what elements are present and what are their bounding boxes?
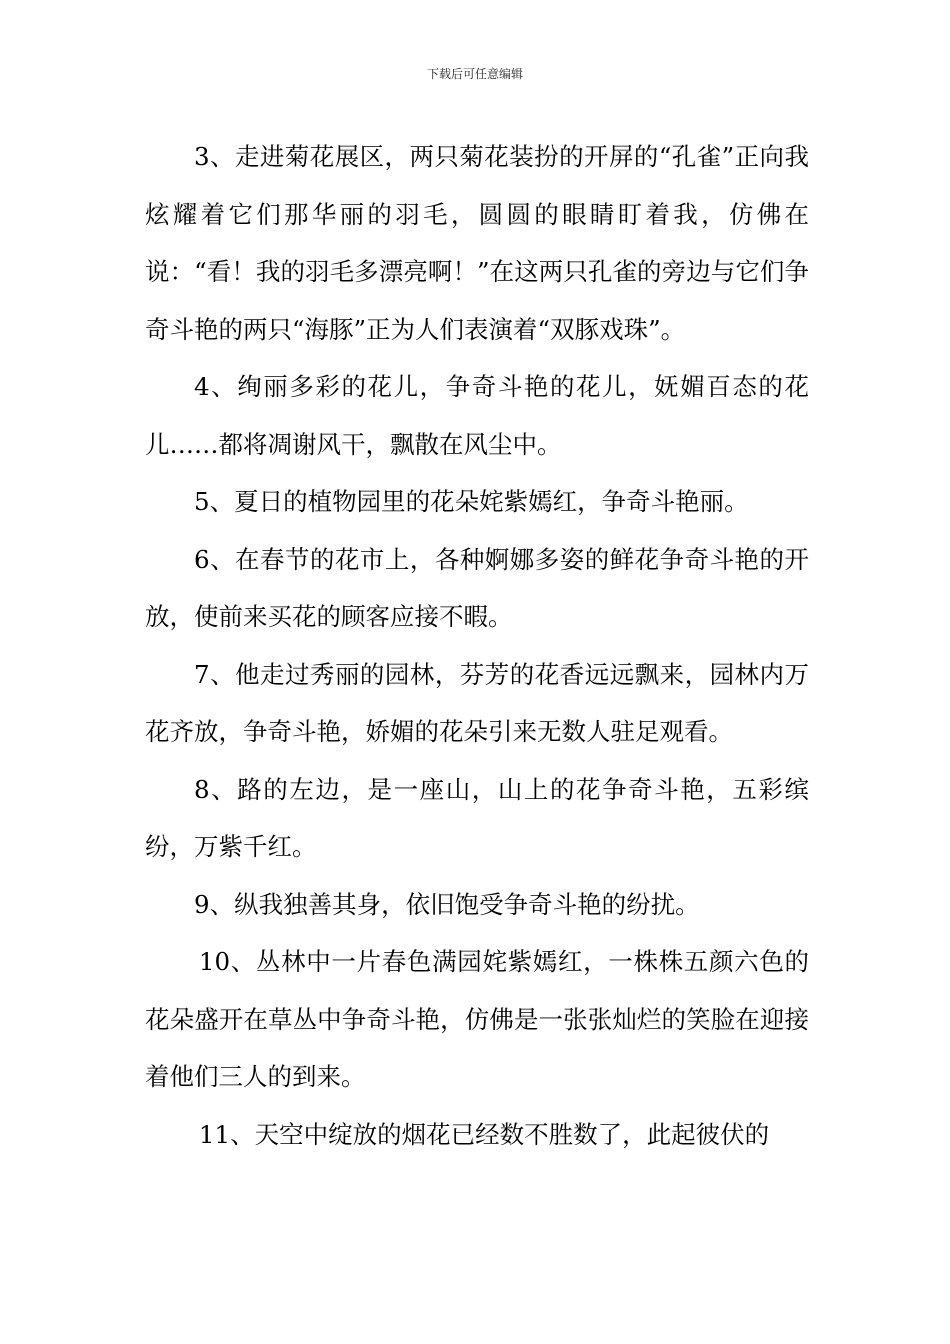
paragraph-3: 3、走进菊花展区，两只菊花装扮的开屏的“孔雀”正向我炫耀着它们那华丽的羽毛，圆圆的眼睛盯着我，仿佛在说：“看！我的羽毛多漂亮啊！”在这两只孔雀的旁边与它们争奇斗艳的两只“海豚”正为人们表演着“双豚戏珠”。	[145, 142, 809, 344]
paragraph-11: 11、天空中绽放的烟花已经数不胜数了，此起彼伏的	[198, 1119, 770, 1149]
document-body	[145, 128, 809, 1163]
paragraph-8: 8、路的左边，是一座山，山上的花争奇斗艳，五彩缤纷，万紫千红。	[145, 774, 809, 861]
paragraph-9: 9、纵我独善其身，依旧饱受争奇斗艳的纷扰。	[194, 889, 700, 919]
paragraph-5: 5、夏日的植物园里的花朵姹紫嫣红，争奇斗艳丽。	[194, 487, 749, 516]
page-header-note: 下载后可任意编辑	[426, 67, 523, 81]
paragraph-10: 10、丛林中一片春色满园姹紫嫣红，一株株五颜六色的花朵盛开在草丛中争奇斗艳，仿佛是一张张灿烂的笑脸在迎接着他们三人的到来。	[145, 947, 809, 1091]
paragraph-6: 6、在春节的花市上，各种婀娜多姿的鲜花争奇斗艳的开放，使前来买花的顾客应接不暇。	[145, 544, 809, 631]
paragraph-7: 7、他走过秀丽的园林，芬芳的花香远远飘来，园林内万花齐放，争奇斗艳，娇媚的花朵引来无数人驻足观看。	[145, 659, 809, 746]
paragraph-4: 4、绚丽多彩的花儿，争奇斗艳的花儿，妩媚百态的花儿……都将凋谢风干，飘散在风尘中。	[145, 372, 809, 459]
